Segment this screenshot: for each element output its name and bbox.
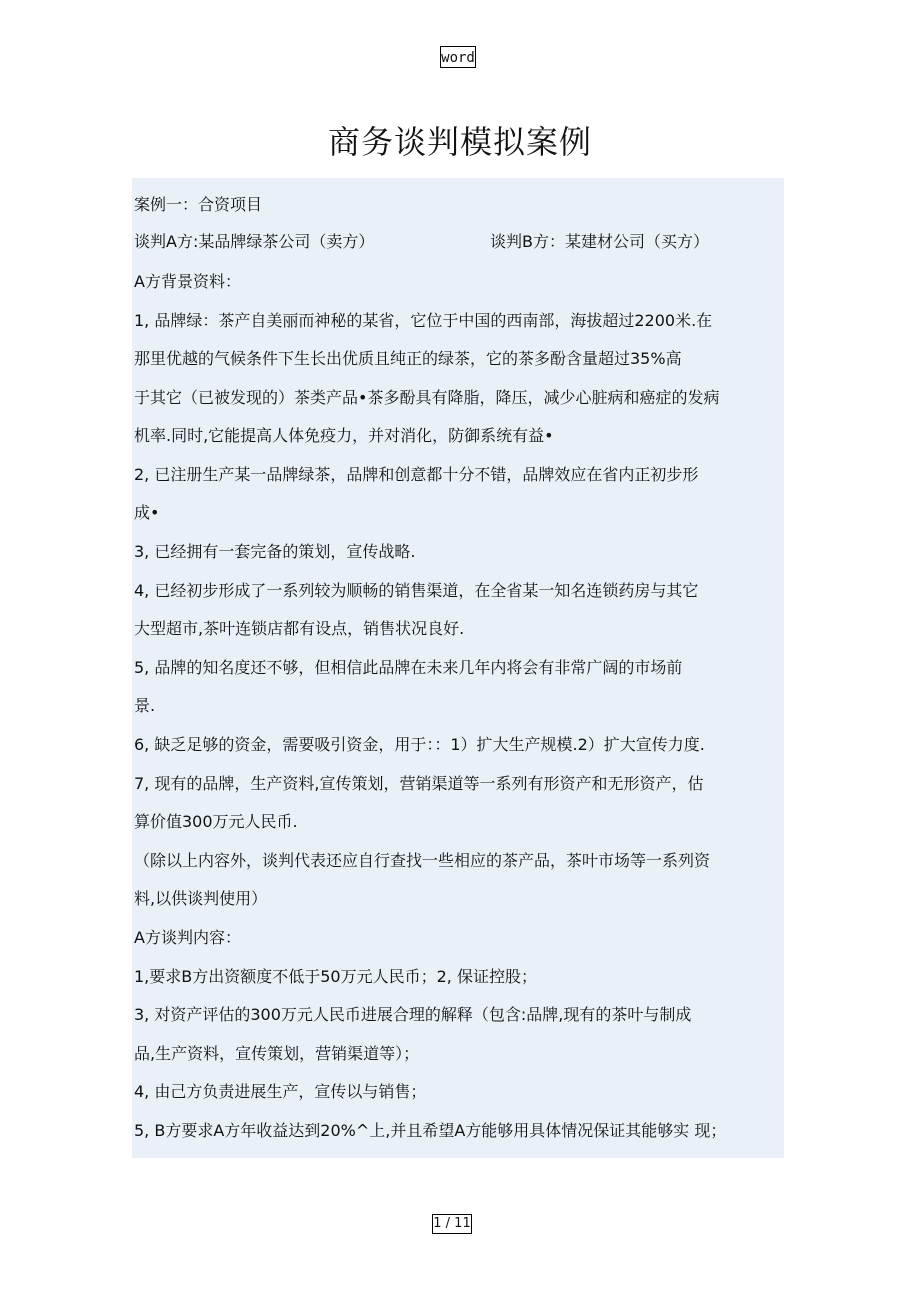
document-title: 商务谈判模拟案例 [327,123,592,161]
party-b: 谈判B方：某建材公司（买方） [490,232,709,251]
body-line: 4, 已经初步形成了一系列较为顺畅的销售渠道，在全省某一知名连锁药房与其它 [134,581,699,600]
body-line: 大型超市,茶叶连锁店都有设点，销售状况良好. [134,619,465,638]
body-line: 那里优越的气候条件下生长出优质且纯正的绿茶，它的茶多酚含量超过35%高 [134,349,682,368]
body-line: 7, 现有的品牌，生产资料,宣传策划，营销渠道等一系列有形资产和无形资产，估 [134,774,704,793]
body-line: 1,要求B方出资额度不低于50万元人民币；2, 保证控股； [134,967,537,986]
body-line: 2, 已注册生产某一品牌绿茶，品牌和创意都十分不错，品牌效应在省内正初步形 [134,465,699,484]
body-line: A方谈判内容： [134,928,241,947]
body-line: 3, 对资产评估的300万元人民币进展合理的解释（包含:品牌,现有的茶叶与制成 [134,1005,692,1024]
body-line: 5, B方要求A方年收益达到20%^上,并且希望A方能够用具体情况保证其能够实 现； [134,1121,727,1140]
body-line: 于其它（已被发现的）茶类产品•茶多酚具有降脂，降压，减少心脏病和癌症的发病 [134,388,720,407]
parties-row [134,230,782,254]
body-line: 3, 已经拥有一套完备的策划，宣传战略. [134,542,416,561]
header-word-tag: word [440,46,476,68]
body-line: （除以上内容外，谈判代表还应自行查找一些相应的茶产品，茶叶市场等一系列资 [134,851,711,870]
body-line: 景. [134,696,156,715]
body-line: 机率.同时,它能提高人体免疫力，并对消化，防御系统有益• [134,426,554,445]
body-line: 算价值300万元人民币. [134,812,298,831]
page-number: 1 / 11 [432,1214,472,1234]
a-background-heading: A方背景资料： [134,272,241,291]
body-line: 成• [134,503,160,522]
body-line: 料,以供谈判使用） [134,889,268,908]
document-body [132,178,784,1158]
body-line: 品,生产资料，宣传策划，营销渠道等）； [134,1044,420,1063]
body-line: 4, 由己方负责进展生产，宣传以与销售； [134,1082,427,1101]
body-line: 5, 品牌的知名度还不够，但相信此品牌在未来几年内将会有非常广阔的市场前 [134,658,683,677]
party-a: 谈判A方:某品牌绿茶公司（卖方） [134,232,375,251]
body-line: 6, 缺乏足够的资金，需要吸引资金，用于：：1）扩大生产规模.2）扩大宣传力度. [134,735,705,754]
case-title: 案例一：合资项目 [134,195,263,214]
body-line: 1, 品牌绿：茶产自美丽而神秘的某省，它位于中国的西南部，海拔超过2200米.在 [134,311,713,330]
